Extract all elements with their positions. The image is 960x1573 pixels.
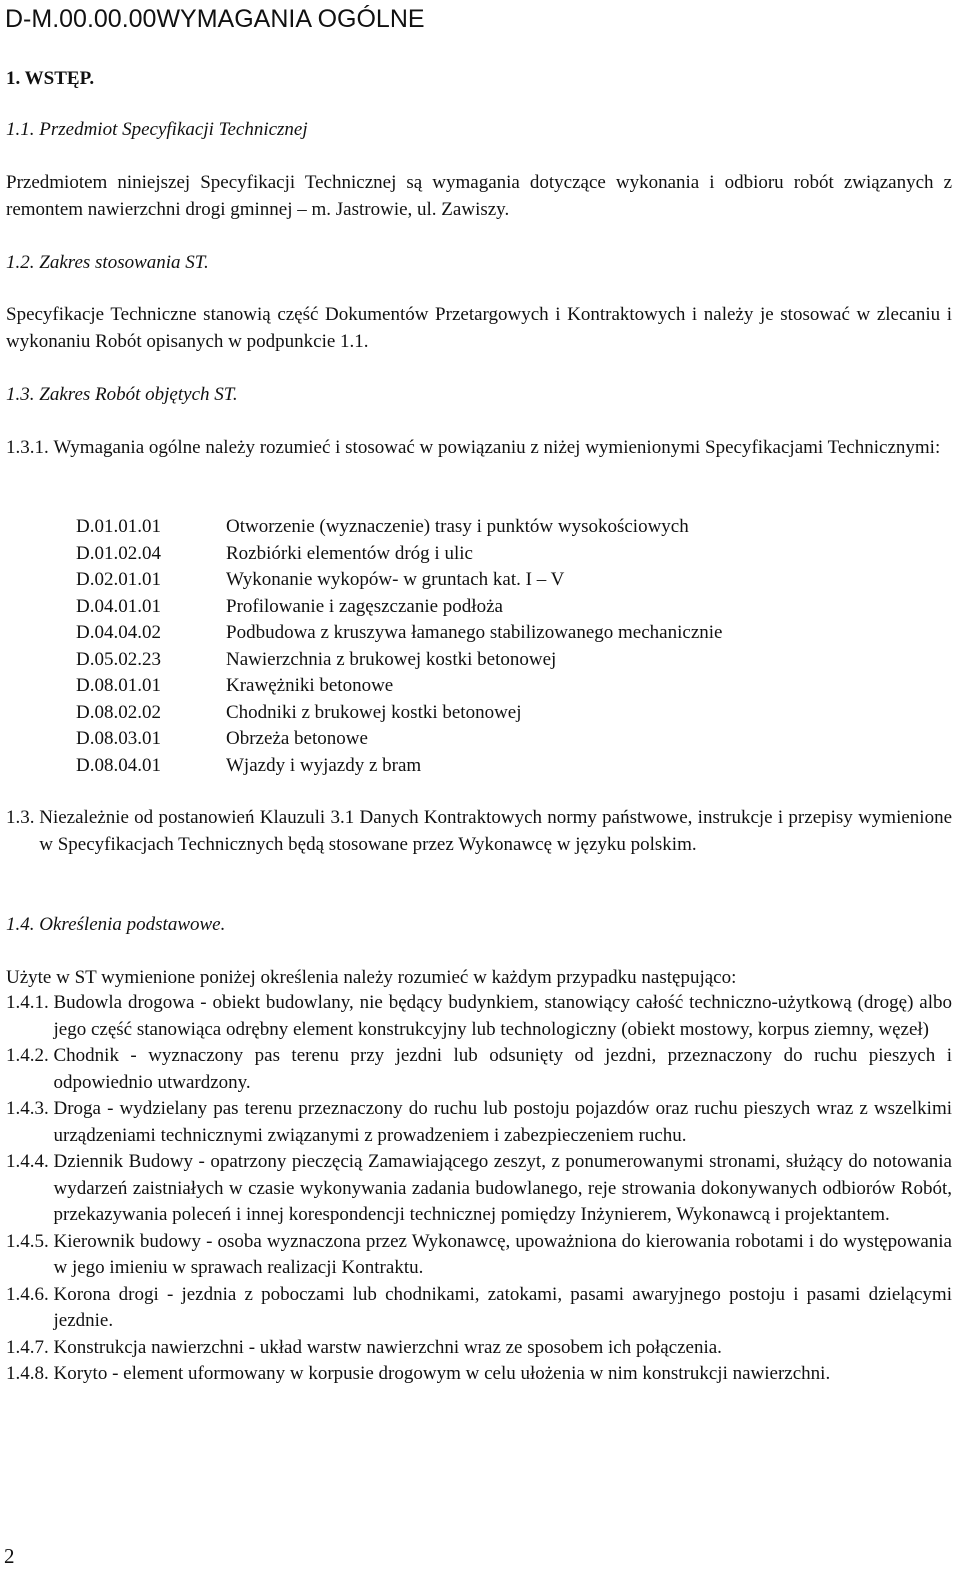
section-1-3-note-text: Niezależnie od postanowień Klauzuli 3.1 Danych Kontraktowych normy państwowe, instrukcje i przepisy wymienione w Specyfikacjach Technicznych będą stosowane przez Wykonawcę w języku polskim. xyxy=(39,807,952,855)
spec-code-row xyxy=(76,647,876,674)
spec-description: Krawężniki betonowe xyxy=(226,675,394,696)
spec-description: Nawierzchnia z brukowej kostki betonowej xyxy=(226,648,557,670)
definition-text: Dziennik Budowy - opatrzony pieczęcią Zamawiającego zeszyt, z ponumerowanymi stronami, służący do notowania wydarzeń zaistniałych w czasie wykonywania zadania budowlanego, reje strowania dokonywanych odbiorów Robót, przekazywania poleceń i innej korespondencji technicznej pomiędzy Inżynierem, Wykonawcą i projektantem. xyxy=(53,1151,952,1225)
definitions-list xyxy=(6,990,952,1388)
spec-description: Podbudowa z kruszywa łamanego stabilizowanego mechanicznie xyxy=(226,622,723,643)
definition-number: 1.4.8. xyxy=(6,1363,54,1384)
definition-item xyxy=(6,1282,952,1335)
spec-code: D.08.02.02 xyxy=(76,701,161,723)
spec-description: Rozbiórki elementów dróg i ulic xyxy=(226,542,473,564)
spec-description: Otworzenie (wyznaczenie) trasy i punktów wysokościowych xyxy=(226,516,689,537)
definition-number: 1.4.3. xyxy=(6,1098,54,1119)
spec-code: D.05.02.23 xyxy=(76,648,161,670)
spec-code-row xyxy=(76,753,876,780)
spec-code-list xyxy=(76,514,876,779)
definition-item xyxy=(6,990,952,1043)
spec-code-row xyxy=(76,620,876,647)
spec-code: D.08.04.01 xyxy=(76,754,161,776)
section-1-1-body: Przedmiotem niniejszej Specyfikacji Technicznej są wymagania dotyczące wykonania i odbioru robót związanych z remontem nawierzchni drogi gminnej – m. Jastrowie, ul. Zawiszy. xyxy=(6,172,952,220)
document-title: D-M.00.00.00WYMAGANIA OGÓLNE xyxy=(5,5,425,33)
definition-text: Konstrukcja nawierzchni - układ warstw nawierzchni wraz ze sposobem ich połączenia. xyxy=(53,1336,722,1358)
spec-code-row xyxy=(76,541,876,568)
spec-code: D.08.03.01 xyxy=(76,728,161,749)
definition-text: Kierownik budowy - osoba wyznaczona przez Wykonawcę, upoważniona do kierowania robotami i do występowania w jego imieniu w sprawach realizacji Kontraktu. xyxy=(53,1230,952,1278)
definition-number: 1.4.1. xyxy=(6,992,54,1013)
spec-description: Obrzeża betonowe xyxy=(226,728,368,749)
definition-number: 1.4.7. xyxy=(6,1336,54,1358)
definition-item xyxy=(6,1361,952,1388)
definition-item xyxy=(6,1335,952,1362)
spec-code-row xyxy=(76,700,876,727)
spec-code: D.04.04.02 xyxy=(76,622,161,643)
spec-code: D.04.01.01 xyxy=(76,595,161,617)
definition-text: Koryto - element uformowany w korpusie drogowym w celu ułożenia w nim konstrukcji nawierzchni. xyxy=(53,1363,831,1384)
definition-item xyxy=(6,1149,952,1229)
section-1-3-heading: 1.3. Zakres Robót objętych ST. xyxy=(6,384,238,405)
spec-code-row xyxy=(76,514,876,541)
spec-description: Chodniki z brukowej kostki betonowej xyxy=(226,701,522,723)
section-1-3-1-text: Wymagania ogólne należy rozumieć i stosować w powiązaniu z niżej wymienionymi Specyfikacjami Technicznymi: xyxy=(53,437,941,458)
spec-code: D.02.01.01 xyxy=(76,569,161,590)
spec-code-row xyxy=(76,594,876,621)
spec-description: Wjazdy i wyjazdy z bram xyxy=(226,754,422,776)
definition-text: Chodnik - wyznaczony pas terenu przy jezdni lub odsunięty od jezdni, przeznaczony do ruchu pieszych i odpowiednio utwardzony. xyxy=(53,1045,952,1093)
definition-item xyxy=(6,1096,952,1149)
section-1-4-intro: Użyte w ST wymienione poniżej określenia należy rozumieć w każdym przypadku następująco: xyxy=(6,967,737,988)
section-1-2-heading: 1.2. Zakres stosowania ST. xyxy=(6,252,209,273)
page-number: 2 xyxy=(4,1544,15,1568)
definition-number: 1.4.6. xyxy=(6,1283,54,1305)
section-1-3-1 xyxy=(6,435,952,462)
spec-code: D.01.02.04 xyxy=(76,542,161,564)
section-1-3-note xyxy=(6,805,952,858)
spec-description: Wykonanie wykopów- w gruntach kat. I – V xyxy=(226,569,565,590)
definition-text: Budowla drogowa - obiekt budowlany, nie będący budynkiem, stanowiący całość techniczno-użytkową (drogę) albo jego część stanowiąca odrębny element konstrukcyjny lub technologiczny (obiekt mostowy, korpus ziemny, węzeł) xyxy=(53,992,952,1040)
section-1-1-heading: 1.1. Przedmiot Specyfikacji Technicznej xyxy=(6,119,308,140)
definition-number: 1.4.5. xyxy=(6,1230,54,1252)
definition-text: Droga - wydzielany pas terenu przeznaczony do ruchu lub postoju pojazdów oraz ruchu pieszych wraz z wszelkimi urządzeniami technicznymi związanymi z prowadzeniem i zabezpieczeniem ruchu. xyxy=(53,1098,952,1146)
section-1-3-note-number: 1.3. xyxy=(6,807,40,828)
spec-description: Profilowanie i zagęszczanie podłoża xyxy=(226,595,503,617)
definition-text: Korona drogi - jezdnia z poboczami lub chodnikami, zatokami, pasami awaryjnego postoju i pasami dzielącymi jezdnie. xyxy=(53,1283,952,1331)
spec-code-row xyxy=(76,567,876,594)
section-1-3-1-number: 1.3.1. xyxy=(6,437,54,458)
section-1-4-heading: 1.4. Określenia podstawowe. xyxy=(6,914,226,935)
section-1-heading: 1. WSTĘP. xyxy=(6,68,95,89)
definition-item xyxy=(6,1043,952,1096)
spec-code-row xyxy=(76,726,876,753)
spec-code: D.01.01.01 xyxy=(76,516,161,537)
section-1-2-body: Specyfikacje Techniczne stanowią część Dokumentów Przetargowych i Kontraktowych i należy je stosować w zlecaniu i wykonaniu Robót opisanych w podpunkcie 1.1. xyxy=(6,304,952,352)
spec-code-row xyxy=(76,673,876,700)
spec-code: D.08.01.01 xyxy=(76,675,161,696)
definition-number: 1.4.2. xyxy=(6,1045,54,1066)
definition-item xyxy=(6,1229,952,1282)
definition-number: 1.4.4. xyxy=(6,1151,54,1172)
